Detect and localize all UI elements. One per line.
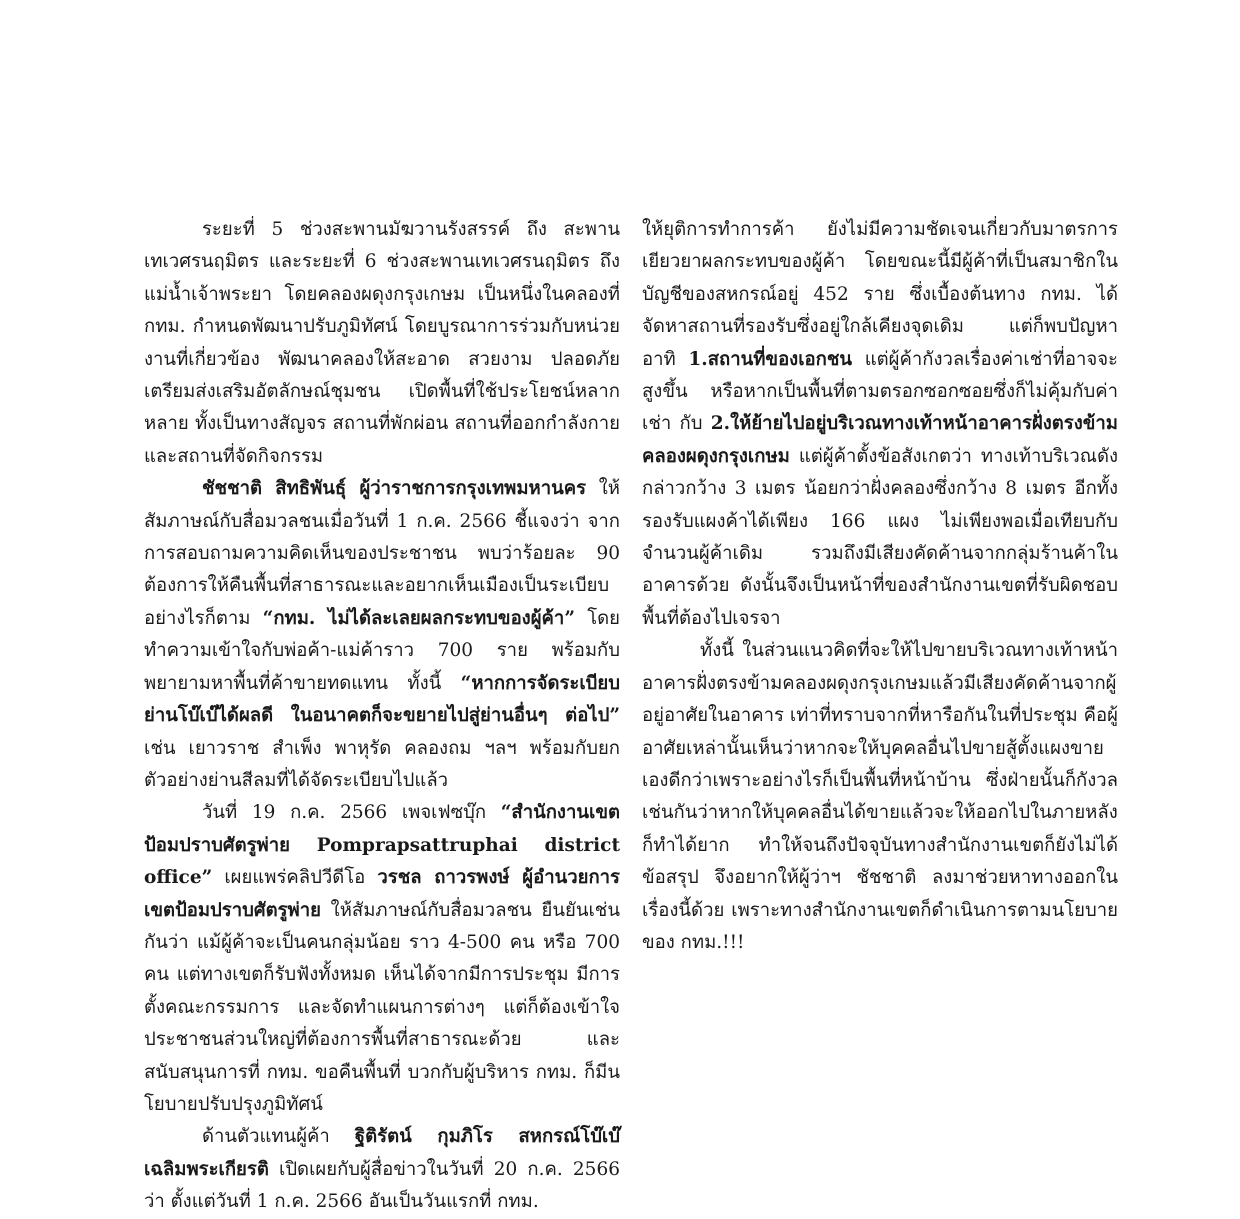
quote-bold: “หากการจัดระเบียบย่านโบ๊เบ๊ได้ผลดี ในอนาคตก็จะขยายไปสู่ย่านอื่นๆ ต่อไป” [144,672,620,727]
paragraph-text: ให้สัมภาษณ์กับสื่อมวลชนเมื่อวันที่ 1 ก.ค. 2566 ชี้แจงว่า จากการสอบถามความคิดเห็นของประชาชน พบว่าร้อยละ 90 ต้องการให้คืนพื้นที่สาธารณะและอยากเห็นเมืองเป็นระเบียบอย่างไรก็ตาม [144,478,620,629]
paragraph-text: เช่น เยาวราช สำเพ็ง พาหุรัด คลองถม ฯลฯ พร้อมกับยกตัวอย่างย่านสีลมที่ได้จัดระเบียบไปแล้ว [144,737,620,791]
paragraph-text: แต่ผู้ค้าตั้งข้อสังเกตว่า ทางเท้าบริเวณดังกล่าวกว้าง 3 เมตร น้อยกว่าฝั่งคลองซึ่งกว้าง 8 เมตร อีกทั้งรองรับแผงค้าได้เพียง 166 แผง ไม่เพียงพอเมื่อเทียบกับจำนวนผู้ค้าเดิม รวมถึงมีเสียงคัดค้านจากกลุ่มร้านค้าในอาคารด้วย ดังนั้นจึงเป็นหน้าที่ของสำนักงานเขตที่รับผิดชอบพื้นที่ต้องไปเจรจา [642,445,1118,629]
paragraph-text: ให้ยุติการทำการค้า ยังไม่มีความชัดเจนเกี่ยวกับมาตรการเยียวยาผลกระทบของผู้ค้า โดยขณะนี้มีผู้ค้าที่เป็นสมาชิกในบัญชีของสหกรณ์อยู่ 452 ราย ซึ่งเบื้องต้นทาง กทม. ได้จัดหาสถานที่รองรับซึ่งอยู่ใกล้เคียงจุดเดิม แต่ก็พบปัญหา อาทิ [642,219,1118,370]
paragraph-text: ระยะที่ 5 ช่วงสะพานมัฆวานรังสรรค์ ถึง สะพานเทเวศรนฤมิตร และระยะที่ 6 ช่วงสะพานเทเวศรนฤมิตร ถึง แม่น้ำเจ้าพระยา โดยคลองผดุงกรุงเกษม เป็นหนึ่งในคลองที่ กทม. กำหนดพัฒนาปรับภูมิทัศน์ โดยบูรณาการร่วมกับหน่วยงานที่เกี่ยวข้อง พัฒนาคลองให้สะอาด สวยงาม ปลอดภัย เตรียมส่งเสริมอัตลักษณ์ชุมชน เปิดพื้นที่ใช้ประโยชน์หลากหลาย ทั้งเป็นทางสัญจร สถานที่พักผ่อน สถานที่ออกกำลังกาย และสถานที่จัดกิจกรรม [144,219,620,467]
left-column [144,214,620,1219]
quote-bold: “กทม. ไม่ได้ละเลยผลกระทบของผู้ค้า” [262,607,575,629]
paragraph-left-3 [144,797,620,1121]
paragraph-left-4 [144,1121,620,1218]
vendor-representative-name: ฐิติรัตน์ กุมภิโร สหกรณ์โบ๊เบ๊เฉลิมพระเกียรติ [144,1126,620,1180]
paragraph-text: ทั้งนี้ ในส่วนแนวคิดที่จะให้ไปขายบริเวณทางเท้าหน้าอาคารฝั่งตรงข้ามคลองผดุงกรุงเกษมแล้วมีเสียงคัดค้านจากผู้อยู่อาศัยในอาคาร เท่าที่ทราบจากที่หารือกันในที่ประชุม คือผู้อาศัยเหล่านั้นเห็นว่าหากจะให้บุคคลอื่นไปขายสู้ตั้งแผงขายเองดีกว่าเพราะอย่างไรก็เป็นพื้นที่หน้าบ้าน ซึ่งฝ่ายนั้นก็กังวลเช่นกันว่าหากให้บุคคลอื่นได้ขายแล้วจะให้ออกไปในภายหลังก็ทำได้ยาก ทำให้จนถึงปัจจุบันทางสำนักงานเขตก็ยังไม่ได้ข้อสรุป จึงอยากให้ผู้ว่าฯ ชัชชาติ ลงมาช่วยหาทางออกในเรื่องนี้ด้วย เพราะทางสำนักงานเขตก็ดำเนินการตามนโยบายของ กทม.!!! [642,640,1118,953]
paragraph-text: เปิดเผยกับผู้สื่อข่าวในวันที่ 20 ก.ค. 2566 ว่า ตั้งแต่วันที่ 1 ก.ค. 2566 อันเป็นวันแรกที่ กทม. [144,1158,620,1213]
paragraph-text: เผยแพร่คลิปวีดีโอ [212,867,378,889]
paragraph-left-2 [144,473,620,797]
issue-item-1: 1.สถานที่ของเอกชน [688,348,853,370]
paragraph-text: แต่ผู้ค้ากังวลเรื่องค่าเช่าที่อาจจะสูงขึ้น หรือหากเป็นพื้นที่ตามตรอกซอกซอยซึ่งก็ไม่คุ้มกับค่าเช่า กับ [642,348,1118,435]
paragraph-left-1 [144,214,620,473]
paragraph-text: โดยทำความเข้าใจกับพ่อค้า-แม่ค้าราว 700 ราย พร้อมกับพยายามหาพื้นที่ค้าขายทดแทน ทั้งนี้ [144,607,621,694]
issue-item-2: 2.ให้ย้ายไปอยู่บริเวณทางเท้าหน้าอาคารฝั่งตรงข้ามคลองผดุงกรุงเกษม [642,413,1118,467]
paragraph-text: ด้านตัวแทนผู้ค้า [202,1126,355,1148]
paragraph-right-2 [642,635,1118,959]
paragraph-right-1 [642,214,1118,635]
paragraph-text: วันที่ 19 ก.ค. 2566 เพจเฟซบุ๊ก [202,802,501,824]
governor-name: ชัชชาติ สิทธิพันธุ์ ผู้ว่าราชการกรุงเทพมหานคร [202,478,587,500]
facebook-page-name: “สำนักงานเขตป้อมปราบศัตรูพ่าย Pomprapsattruphai district office” [144,802,620,889]
right-column [642,214,1118,959]
director-name: วรชล ถาวรพงษ์ ผู้อำนวยการเขตป้อมปราบศัตรูพ่าย [144,867,620,921]
paragraph-text: ให้สัมภาษณ์กับสื่อมวลชน ยืนยันเช่นกันว่า แม้ผู้ค้าจะเป็นคนกลุ่มน้อย ราว 4-500 คน หรือ 700 คน แต่ทางเขตก็รับฟังทั้งหมด เห็นได้จากมีการประชุม มีการตั้งคณะกรรมการ และจัดทำแผนการต่างๆ แต่ก็ต้องเข้าใจประชาชนส่วนใหญ่ที่ต้องการพื้นที่สาธารณะด้วย และสนับสนุนการที่ กทม. ขอคืนพื้นที่ บวกกับผู้บริหาร กทม. ก็มีนโยบายปรับปรุงภูมิทัศน์ [144,899,620,1115]
